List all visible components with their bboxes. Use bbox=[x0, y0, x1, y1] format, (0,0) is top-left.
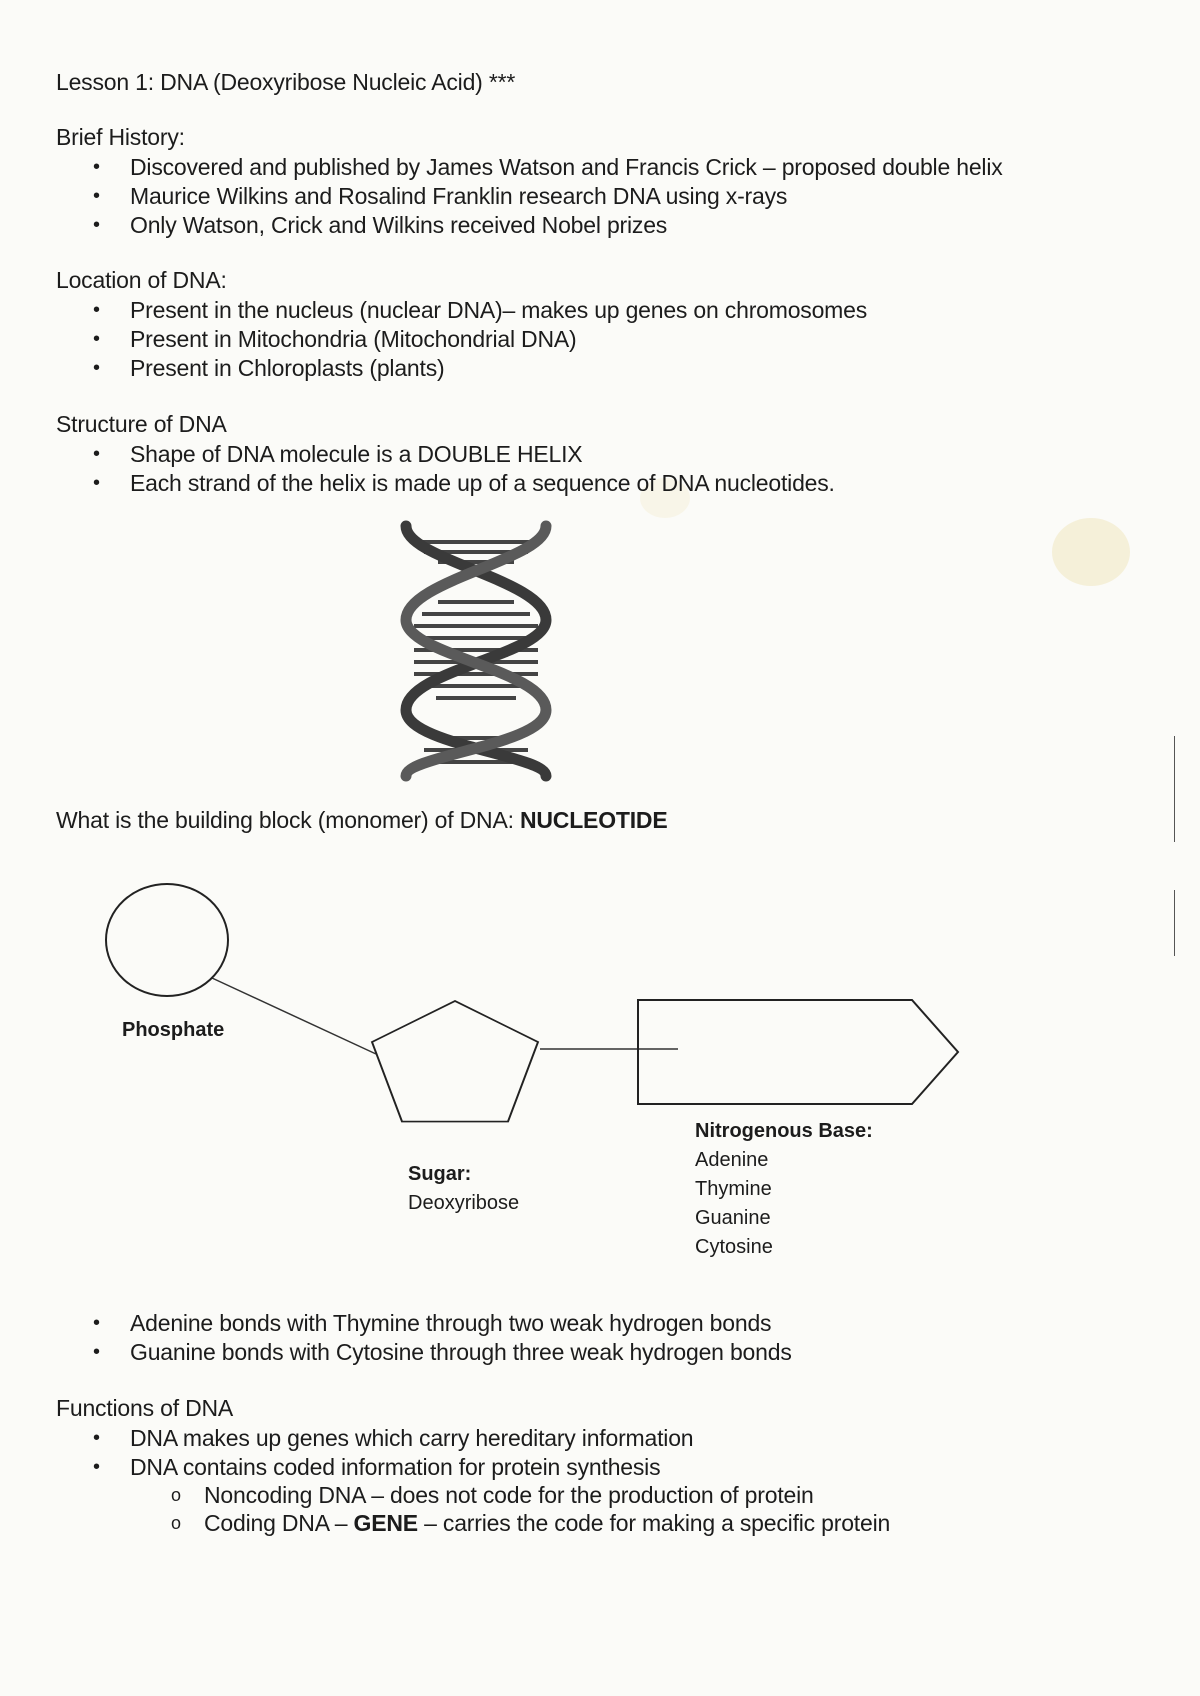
base-name: Cytosine bbox=[695, 1236, 773, 1258]
structure-item: • Each strand of the helix is made up of a sequence of DNA nucleotides. bbox=[130, 469, 835, 497]
building-block-line bbox=[56, 806, 667, 834]
bonding-item: • Adenine bonds with Thymine through two weak hydrogen bonds bbox=[130, 1309, 771, 1337]
structure-heading: Structure of DNA bbox=[56, 411, 227, 437]
base-label-block bbox=[695, 1117, 873, 1262]
history-item: • Only Watson, Crick and Wilkins received Nobel prizes bbox=[130, 211, 667, 239]
sugar-pentagon bbox=[372, 1001, 538, 1122]
history-item: • Maurice Wilkins and Rosalind Franklin research DNA using x-rays bbox=[130, 182, 787, 210]
functions-subitem: o Noncoding DNA – does not code for the production of protein bbox=[204, 1481, 814, 1509]
base-pentagon bbox=[638, 1000, 958, 1104]
history-item: • Discovered and published by James Watson and Francis Crick – proposed double helix bbox=[130, 153, 1003, 181]
location-item: • Present in the nucleus (nuclear DNA)– makes up genes on chromosomes bbox=[130, 296, 867, 324]
margin-mark bbox=[1174, 736, 1175, 842]
subitem-rest: – carries the code for making a specific protein bbox=[417, 1510, 891, 1536]
functions-subitem bbox=[204, 1509, 890, 1537]
base-name: Thymine bbox=[695, 1178, 772, 1200]
location-item: • Present in Chloroplasts (plants) bbox=[130, 354, 444, 382]
functions-item: • DNA contains coded information for protein synthesis bbox=[130, 1453, 660, 1481]
coffee-stain bbox=[1052, 518, 1130, 586]
phosphate-sugar-bond bbox=[212, 978, 376, 1054]
sugar-label-block bbox=[408, 1160, 519, 1218]
phosphate-circle bbox=[106, 884, 228, 996]
building-block-question: What is the building block (monomer) of DNA: bbox=[56, 807, 520, 833]
structure-item: • Shape of DNA molecule is a DOUBLE HELIX bbox=[130, 440, 582, 468]
subitem-text: Coding DNA – bbox=[204, 1510, 354, 1536]
gene-term: GENE bbox=[353, 1510, 418, 1536]
base-name: Adenine bbox=[695, 1149, 769, 1171]
bonding-item: • Guanine bonds with Cytosine through three weak hydrogen bonds bbox=[130, 1338, 792, 1366]
base-name: Guanine bbox=[695, 1207, 771, 1229]
location-item: • Present in Mitochondria (Mitochondrial DNA) bbox=[130, 325, 576, 353]
margin-mark bbox=[1174, 890, 1175, 956]
dna-double-helix-image bbox=[398, 520, 554, 782]
lesson-title: Lesson 1: DNA (Deoxyribose Nucleic Acid) *** bbox=[56, 69, 516, 95]
building-block-answer: NUCLEOTIDE bbox=[519, 807, 668, 833]
base-label: Nitrogenous Base: bbox=[695, 1120, 873, 1142]
history-heading: Brief History: bbox=[56, 124, 185, 150]
nucleotide-diagram bbox=[100, 880, 980, 1140]
functions-heading: Functions of DNA bbox=[56, 1395, 234, 1421]
sugar-label: Sugar: bbox=[408, 1163, 472, 1185]
functions-item: • DNA makes up genes which carry hereditary information bbox=[130, 1424, 693, 1452]
phosphate-label: Phosphate bbox=[122, 1019, 225, 1041]
location-heading: Location of DNA: bbox=[56, 267, 227, 293]
sugar-name: Deoxyribose bbox=[408, 1192, 520, 1214]
